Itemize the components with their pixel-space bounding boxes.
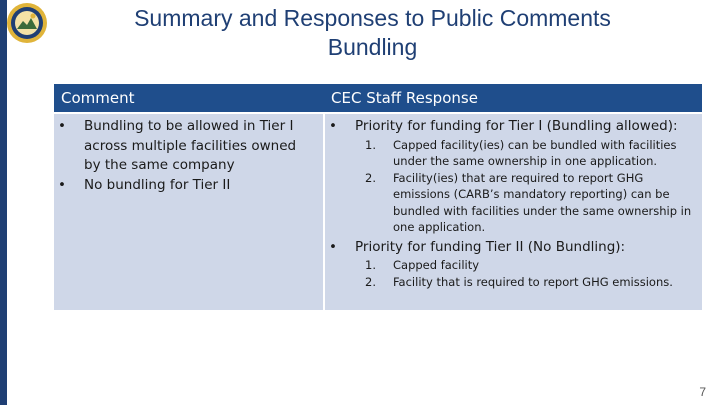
comment-bullet-item: [54, 176, 316, 196]
response-numbered-item: [325, 274, 702, 291]
slide-title: [60, 4, 685, 62]
page-number: 7: [699, 385, 706, 399]
comments-table: [54, 84, 702, 310]
response-subtext: Facility(ies) that are required to report GHG emissions (CARB’s mandatory reporting) can be bundled with facilities under the same ownership in one application.: [393, 170, 692, 234]
title-line-1: Summary and Responses to Public Comments: [134, 5, 611, 31]
number-marker: 1.: [365, 137, 376, 152]
response-subtext: Facility that is required to report GHG emissions.: [393, 274, 673, 289]
comment-text: Bundling to be allowed in Tier I across multiple facilities owned by the same company: [84, 118, 297, 173]
bullet-marker: •: [329, 118, 337, 134]
response-subtext: Capped facility(ies) can be bundled with facilities under the same ownership in one application.: [393, 137, 677, 168]
title-line-2: Bundling: [327, 34, 418, 60]
comment-bullet-item: [54, 117, 316, 176]
number-marker: 2.: [365, 170, 376, 185]
bullet-marker: •: [329, 238, 337, 255]
response-numbered-item: [325, 137, 702, 170]
response-numbered-item: [325, 257, 702, 274]
bullet-marker: •: [58, 176, 66, 193]
comment-text: No bundling for Tier II: [84, 176, 231, 193]
state-seal-icon: [6, 2, 48, 44]
response-cell: [325, 117, 702, 290]
response-subtext: Capped facility: [393, 258, 480, 272]
number-marker: 1.: [365, 258, 376, 272]
table-header-row: [54, 84, 702, 112]
header-comment: Comment: [61, 89, 135, 107]
response-numbered-item: [325, 170, 702, 236]
response-bullet-item: [325, 117, 702, 137]
left-accent-bar: [0, 0, 7, 405]
number-marker: 2.: [365, 274, 376, 289]
response-text: Priority for funding for Tier I (Bundling allowed):: [355, 118, 678, 134]
response-text: Priority for funding Tier II (No Bundling):: [355, 238, 626, 255]
header-staff-response: CEC Staff Response: [331, 89, 478, 107]
bullet-marker: •: [58, 118, 66, 134]
comment-cell: [54, 117, 316, 195]
response-bullet-item: [325, 238, 702, 258]
